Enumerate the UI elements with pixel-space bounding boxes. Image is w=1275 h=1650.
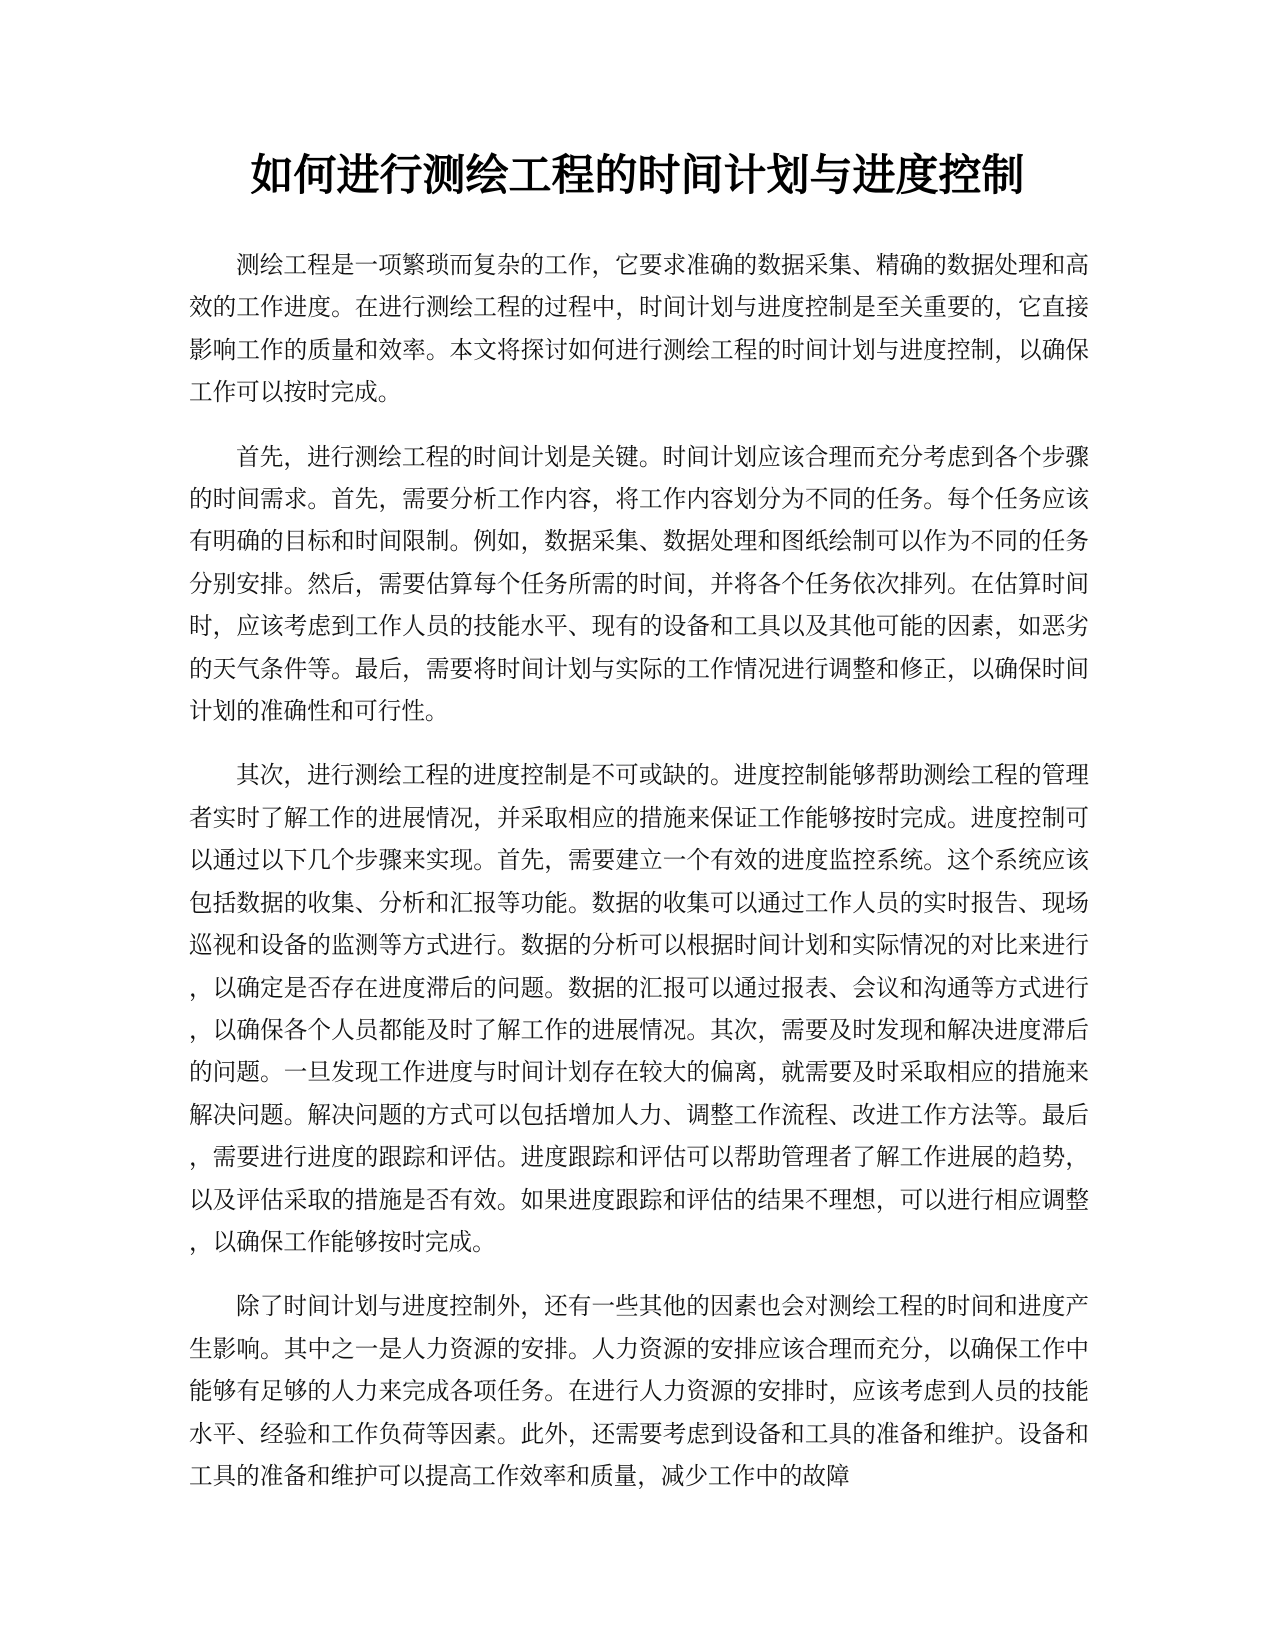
document-title: 如何进行测绘工程的时间计划与进度控制 <box>250 151 1025 201</box>
document-body <box>189 244 1089 1519</box>
paragraph-progress-control: 其次，进行测绘工程的进度控制是不可或缺的。进度控制能够帮助测绘工程的管理者实时了解工作的进展情况，并采取相应的措施来保证工作能够按时完成。进度控制可以通过以下几个步骤来实现。首先，需要建立一个有效的进度监控系统。这个系统应该包括数据的收集、分析和汇报等功能。数据的收集可以通过工作人员的实时报告、现场巡视和设备的监测等方式进行。数据的分析可以根据时间计划和实际情况的对比来进行，以确定是否存在进度滞后的问题。数据的汇报可以通过报表、会议和沟通等方式进行，以确保各个人员都能及时了解工作的进展情况。其次，需要及时发现和解决进度滞后的问题。一旦发现工作进度与时间计划存在较大的偏离，就需要及时采取相应的措施来解决问题。解决问题的方式可以包括增加人力、调整工作流程、改进工作方法等。最后，需要进行进度的跟踪和评估。进度跟踪和评估可以帮助管理者了解工作进展的趋势，以及评估采取的措施是否有效。如果进度跟踪和评估的结果不理想，可以进行相应调整，以确保工作能够按时完成。 <box>189 761 1089 1256</box>
paragraph-time-planning: 首先，进行测绘工程的时间计划是关键。时间计划应该合理而充分考虑到各个步骤的时间需求。首先，需要分析工作内容，将工作内容划分为不同的任务。每个任务应该有明确的目标和时间限制。例如，数据采集、数据处理和图纸绘制可以作为不同的任务分别安排。然后，需要估算每个任务所需的时间，并将各个任务依次排列。在估算时间时，应该考虑到工作人员的技能水平、现有的设备和工具以及其他可能的因素，如恶劣的天气条件等。最后，需要将时间计划与实际的工作情况进行调整和修正，以确保时间计划的准确性和可行性。 <box>189 442 1089 726</box>
paragraph-other-factors: 除了时间计划与进度控制外，还有一些其他的因素也会对测绘工程的时间和进度产生影响。其中之一是人力资源的安排。人力资源的安排应该合理而充分，以确保工作中能够有足够的人力来完成各项任务。在进行人力资源的安排时，应该考虑到人员的技能水平、经验和工作负荷等因素。此外，还需要考虑到设备和工具的准备和维护。设备和工具的准备和维护可以提高工作效率和质量，减少工作中的故障 <box>189 1292 1089 1490</box>
paragraph-intro: 测绘工程是一项繁琐而复杂的工作，它要求准确的数据采集、精确的数据处理和高效的工作进度。在进行测绘工程的过程中，时间计划与进度控制是至关重要的，它直接影响工作的质量和效率。本文将探讨如何进行测绘工程的时间计划与进度控制，以确保工作可以按时完成。 <box>189 251 1089 407</box>
